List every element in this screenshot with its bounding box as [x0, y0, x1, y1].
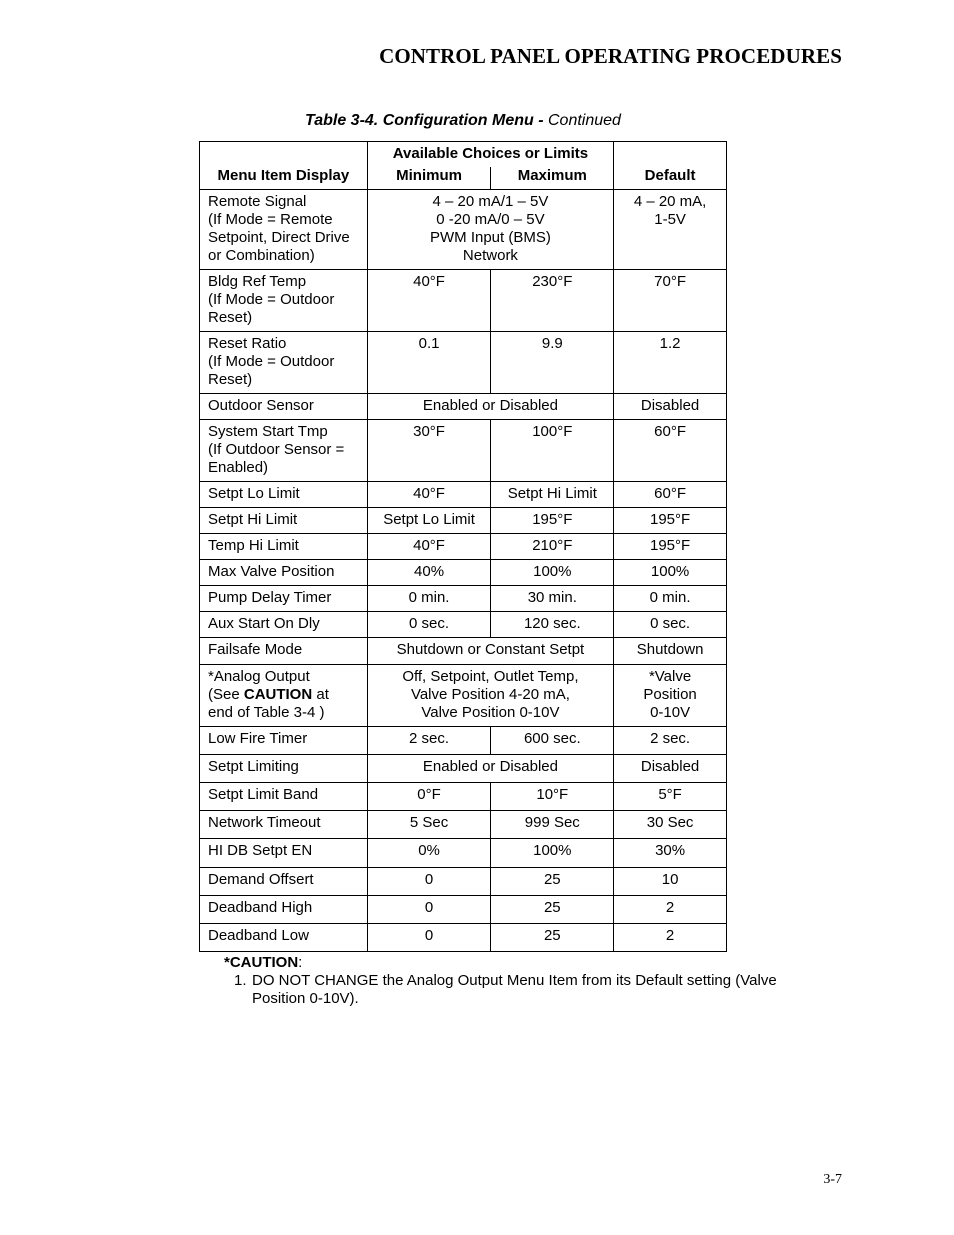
default-cell-line: 5°F [658, 786, 682, 803]
choices-cell-line: Shutdown or Constant Setpt [396, 641, 585, 658]
default-cell [614, 270, 727, 332]
choices-cell [367, 665, 613, 727]
maximum-cell: 100°F [491, 420, 614, 482]
choices-cell [367, 394, 613, 420]
menu-item-name [200, 896, 368, 924]
table-row [200, 665, 727, 727]
default-cell [614, 811, 727, 839]
default-cell [614, 482, 727, 508]
menu-item-name-line: *Analog Output [208, 668, 310, 685]
default-cell [614, 755, 727, 783]
table-caption-bold: Table 3-4. Configuration Menu - [305, 112, 544, 129]
table-row [200, 508, 727, 534]
choices-cell [367, 190, 613, 270]
minimum-cell: 40°F [367, 482, 491, 508]
menu-item-name-line: (If Outdoor Sensor = [208, 441, 345, 458]
menu-item-name [200, 560, 368, 586]
default-cell-line: Disabled [640, 397, 700, 414]
menu-item-name [200, 755, 368, 783]
menu-item-name-line: Remote Signal [208, 193, 307, 210]
table-row [200, 727, 727, 755]
bold-emphasis: CAUTION [243, 686, 313, 703]
page-number: 3-7 [823, 1172, 842, 1187]
default-cell-line: 2 sec. [650, 730, 691, 747]
menu-item-name [200, 727, 368, 755]
default-cell-line: 0 sec. [650, 615, 691, 632]
default-cell [614, 560, 727, 586]
menu-item-name-line: Aux Start On Dly [208, 615, 320, 632]
table-row [200, 482, 727, 508]
menu-item-name-line: Low Fire Timer [208, 730, 308, 747]
table-caption-italic: Continued [548, 112, 621, 129]
minimum-cell: 0 min. [367, 586, 491, 612]
choices-cell-line: Enabled or Disabled [422, 758, 558, 775]
menu-item-name [200, 924, 368, 952]
minimum-cell: 0 [367, 868, 491, 896]
default-cell-line: 70°F [654, 273, 687, 290]
minimum-cell: Setpt Lo Limit [367, 508, 491, 534]
maximum-cell: 10°F [491, 783, 614, 811]
choices-cell-line: PWM Input (BMS) [430, 229, 551, 246]
menu-item-name [200, 332, 368, 394]
maximum-cell: 30 min. [491, 586, 614, 612]
table-row [200, 332, 727, 394]
minimum-cell: 0 [367, 896, 491, 924]
menu-item-name-line: Reset) [208, 309, 253, 326]
menu-item-name-line: Bldg Ref Temp [208, 273, 307, 290]
header-default: Default [614, 142, 727, 190]
table-row [200, 190, 727, 270]
maximum-cell: 100% [491, 560, 614, 586]
default-cell-line: 2 [665, 927, 675, 944]
menu-item-name [200, 420, 368, 482]
menu-item-name-line: Setpt Limiting [208, 758, 299, 775]
minimum-cell: 40°F [367, 534, 491, 560]
menu-item-name-line: Outdoor Sensor [208, 397, 314, 414]
maximum-cell: 195°F [491, 508, 614, 534]
header-menu-item-display: Menu Item Display [200, 142, 368, 190]
choices-cell-line: Valve Position 0-10V [421, 704, 560, 721]
default-cell [614, 868, 727, 896]
minimum-cell: 40% [367, 560, 491, 586]
menu-item-name-line: end of Table 3-4 ) [208, 704, 325, 721]
default-cell-line: Disabled [640, 758, 700, 775]
minimum-cell: 40°F [367, 270, 491, 332]
menu-item-name-line: Demand Offsert [208, 871, 314, 888]
default-cell-line: 195°F [649, 511, 691, 528]
table-row [200, 755, 727, 783]
menu-item-name [200, 868, 368, 896]
table-row [200, 394, 727, 420]
header-minimum: Minimum [367, 167, 491, 190]
maximum-cell: 25 [491, 896, 614, 924]
menu-item-name [200, 190, 368, 270]
menu-item-name [200, 508, 368, 534]
maximum-cell: 25 [491, 868, 614, 896]
menu-item-name-line: Pump Delay Timer [208, 589, 332, 606]
maximum-cell: 600 sec. [491, 727, 614, 755]
choices-cell-line: 0 -20 mA/0 – 5V [436, 211, 545, 228]
menu-item-name [200, 586, 368, 612]
table-row [200, 811, 727, 839]
menu-item-name-line: Setpt Limit Band [208, 786, 319, 803]
choices-cell-line: Off, Setpoint, Outlet Temp, [402, 668, 579, 685]
table-body [200, 190, 727, 952]
default-cell-line: 2 [665, 899, 675, 916]
table-row [200, 534, 727, 560]
menu-item-name-line: Setpoint, Direct Drive [208, 229, 350, 246]
table-row [200, 612, 727, 638]
maximum-cell: 210°F [491, 534, 614, 560]
menu-item-name [200, 783, 368, 811]
choices-cell-line: Enabled or Disabled [422, 397, 558, 414]
maximum-cell: Setpt Hi Limit [491, 482, 614, 508]
default-cell [614, 394, 727, 420]
default-cell [614, 783, 727, 811]
minimum-cell: 30°F [367, 420, 491, 482]
table-row [200, 560, 727, 586]
default-cell-line: Position [643, 686, 697, 703]
default-cell-line: 60°F [654, 485, 687, 502]
minimum-cell: 5 Sec [367, 811, 491, 839]
menu-item-name-line: Network Timeout [208, 814, 321, 831]
default-cell-line: 0-10V [650, 704, 691, 721]
table-row [200, 839, 727, 868]
default-cell [614, 586, 727, 612]
default-cell [614, 727, 727, 755]
maximum-cell: 120 sec. [491, 612, 614, 638]
table-row [200, 586, 727, 612]
caution-label: *CAUTION [224, 954, 299, 971]
caution-heading [224, 954, 302, 972]
menu-item-name [200, 638, 368, 665]
header-maximum: Maximum [491, 167, 614, 190]
table-row [200, 868, 727, 896]
menu-item-name [200, 482, 368, 508]
menu-item-name-line: Setpt Lo Limit [208, 485, 300, 502]
default-cell-line: 0 min. [649, 589, 691, 606]
default-cell-line: Shutdown [636, 641, 704, 658]
default-cell [614, 534, 727, 560]
menu-item-name-line: Setpt Hi Limit [208, 511, 298, 528]
default-cell [614, 638, 727, 665]
minimum-cell: 0 sec. [367, 612, 491, 638]
table-row [200, 924, 727, 952]
table-row [200, 270, 727, 332]
menu-item-name [200, 270, 368, 332]
choices-cell [367, 638, 613, 665]
default-cell [614, 612, 727, 638]
default-cell-line: 10 [661, 871, 679, 888]
menu-item-name-line: (See CAUTION at [208, 686, 329, 703]
default-cell-line: 1-5V [654, 211, 686, 228]
menu-item-name [200, 839, 368, 868]
menu-item-name [200, 665, 368, 727]
table-row [200, 783, 727, 811]
menu-item-name-line: (If Mode = Outdoor [208, 353, 335, 370]
menu-item-name-line: System Start Tmp [208, 423, 328, 440]
maximum-cell: 9.9 [491, 332, 614, 394]
default-cell [614, 896, 727, 924]
default-cell [614, 332, 727, 394]
choices-cell-line: 4 – 20 mA/1 – 5V [432, 193, 549, 210]
minimum-cell: 2 sec. [367, 727, 491, 755]
default-cell-line: 30 Sec [646, 814, 694, 831]
default-cell [614, 420, 727, 482]
choices-cell [367, 755, 613, 783]
header-available-choices: Available Choices or Limits [367, 142, 613, 168]
default-cell-line: 195°F [649, 537, 691, 554]
page-header-title: CONTROL PANEL OPERATING PROCEDURES [379, 44, 842, 68]
menu-item-name-line: Temp Hi Limit [208, 537, 299, 554]
menu-item-name-line: Failsafe Mode [208, 641, 303, 658]
menu-item-name-line: or Combination) [208, 247, 315, 264]
menu-item-name-line: (If Mode = Outdoor [208, 291, 335, 308]
configuration-menu-table [199, 141, 727, 952]
menu-item-name-line: Reset) [208, 371, 253, 388]
default-cell [614, 190, 727, 270]
default-cell-line: 30% [655, 842, 686, 859]
menu-item-name-line: (If Mode = Remote [208, 211, 333, 228]
choices-cell-line: Network [462, 247, 518, 264]
menu-item-name-line: Deadband High [208, 899, 313, 916]
table-row [200, 896, 727, 924]
default-cell [614, 924, 727, 952]
default-cell-line: 4 – 20 mA, [633, 193, 707, 210]
table-row [200, 420, 727, 482]
menu-item-name-line: Reset Ratio [208, 335, 287, 352]
default-cell-line: 1.2 [659, 335, 681, 352]
menu-item-name-line: Max Valve Position [208, 563, 335, 580]
default-cell-line: 60°F [654, 423, 687, 440]
menu-item-name [200, 394, 368, 420]
menu-item-name [200, 612, 368, 638]
default-cell [614, 508, 727, 534]
minimum-cell: 0°F [367, 783, 491, 811]
minimum-cell: 0% [367, 839, 491, 868]
maximum-cell: 25 [491, 924, 614, 952]
default-cell [614, 839, 727, 868]
caution-item-text: DO NOT CHANGE the Analog Output Menu Item from its Default setting (Valve Position 0-10V). [252, 972, 777, 1007]
maximum-cell: 999 Sec [491, 811, 614, 839]
table-caption [0, 112, 926, 130]
caution-colon: : [298, 954, 303, 971]
menu-item-name [200, 534, 368, 560]
minimum-cell: 0.1 [367, 332, 491, 394]
caution-item-number: 1. [234, 972, 247, 989]
menu-item-name-line: Deadband Low [208, 927, 309, 944]
maximum-cell: 230°F [491, 270, 614, 332]
default-cell-line: *Valve [648, 668, 692, 685]
menu-item-name-line: Enabled) [208, 459, 269, 476]
maximum-cell: 100% [491, 839, 614, 868]
minimum-cell: 0 [367, 924, 491, 952]
default-cell [614, 665, 727, 727]
menu-item-name-line: HI DB Setpt EN [208, 842, 313, 859]
table-row [200, 638, 727, 665]
choices-cell-line: Valve Position 4-20 mA, [410, 686, 570, 703]
default-cell-line: 100% [650, 563, 690, 580]
menu-item-name [200, 811, 368, 839]
